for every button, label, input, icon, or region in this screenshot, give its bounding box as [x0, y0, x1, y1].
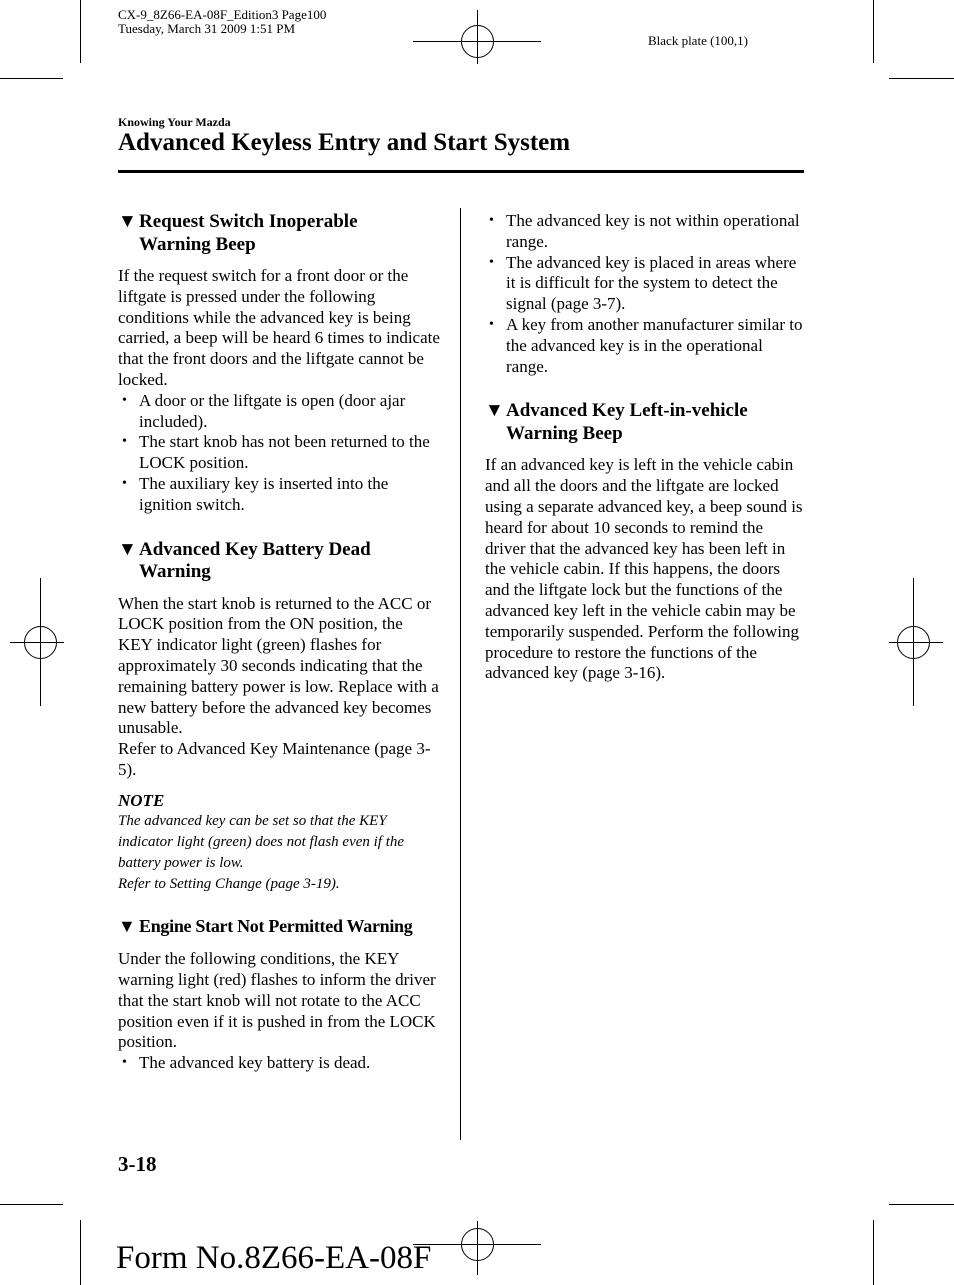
file-line: CX-9_8Z66-EA-08F_Edition3 Page100: [118, 7, 327, 22]
crop-mark: [873, 0, 874, 63]
section-heading: ▼ Advanced Key Left-in-vehicle Warning Beep: [485, 400, 748, 444]
left-column: [118, 211, 440, 1074]
page-title: Advanced Keyless Entry and Start System: [118, 129, 571, 156]
column-divider: [460, 208, 461, 1140]
title-rule: [118, 170, 804, 173]
section-heading: ▼ Request Switch Inoperable Warning Beep: [118, 211, 358, 255]
crop-mark: [80, 0, 81, 63]
print-info: [118, 8, 326, 36]
form-number: Form No.8Z66-EA-08F: [116, 1240, 432, 1276]
triangle-icon: ▼: [118, 211, 137, 232]
note-reference: Refer to Setting Change (page 3-19).: [118, 875, 340, 892]
list-item: • The auxiliary key is inserted into the ignition switch.: [118, 474, 440, 516]
paragraph: Refer to Advanced Key Maintenance (page 3-5).: [118, 739, 431, 779]
triangle-icon: ▼: [118, 915, 136, 936]
section-heading: ▼ Advanced Key Battery Dead Warning: [118, 538, 371, 583]
paragraph: Under the following conditions, the KEY warning light (red) flashes to inform the driver that the start knob will not rotate to the ACC position even if it is pushed in from the LOCK position.: [118, 949, 436, 1052]
breadcrumb: Knowing Your Mazda: [118, 115, 231, 129]
list-item: • The start knob has not been returned to the LOCK position.: [118, 432, 440, 474]
list-item: • A door or the liftgate is open (door ajar included).: [118, 391, 440, 433]
crop-mark: [80, 1220, 81, 1285]
bullet-list: [118, 391, 440, 516]
section-heading: ▼ Engine Start Not Permitted Warning: [118, 915, 413, 936]
list-item: • The advanced key battery is dead.: [118, 1053, 440, 1074]
list-item: • A key from another manufacturer similar to the advanced key is in the operational range.: [485, 315, 805, 377]
list-item: • The advanced key is placed in areas where it is difficult for the system to detect the signal (page 3-7).: [485, 253, 805, 315]
date-line: Tuesday, March 31 2009 1:51 PM: [118, 21, 296, 36]
list-item: • The advanced key is not within operational range.: [485, 211, 805, 253]
right-column: [485, 211, 805, 684]
page-number: 3-18: [118, 1152, 157, 1176]
note-heading: NOTE: [118, 790, 165, 810]
paragraph: If an advanced key is left in the vehicle cabin and all the doors and the liftgate are locked using a separate advanced key, a beep sound is heard for about 10 seconds to remind the driver that the advanced key has been left in the vehicle cabin. If this happens, the doors and the liftgate lock but the functions of the advanced key left in the vehicle cabin may be temporarily suspended. Perform the following procedure to restore the functions of the advanced key (page 3-16).: [485, 455, 803, 683]
plate-label: Black plate (100,1): [648, 33, 748, 48]
crop-mark: [889, 1204, 954, 1205]
paragraph: When the start knob is returned to the ACC or LOCK position from the ON position, the KEY indicator light (green) flashes for approximately 30 seconds indicating that the remaining battery power is low. Replace with a new battery before the advanced key becomes unusable.: [118, 593, 439, 738]
triangle-icon: ▼: [485, 400, 504, 422]
crop-mark: [0, 78, 63, 79]
bullet-list: [118, 1053, 440, 1074]
crop-mark: [873, 1220, 874, 1285]
triangle-icon: ▼: [118, 538, 137, 560]
crop-mark: [0, 1204, 63, 1205]
note-text: The advanced key can be set so that the KEY indicator light (green) does not flash even if the battery power is low.: [118, 812, 405, 871]
paragraph: If the request switch for a front door or the liftgate is pressed under the following conditions while the advanced key is being carried, a beep will be heard 6 times to indicate that the front doors and the liftgate cannot be locked.: [118, 266, 440, 389]
bullet-list: [485, 211, 805, 377]
crop-mark: [889, 78, 954, 79]
